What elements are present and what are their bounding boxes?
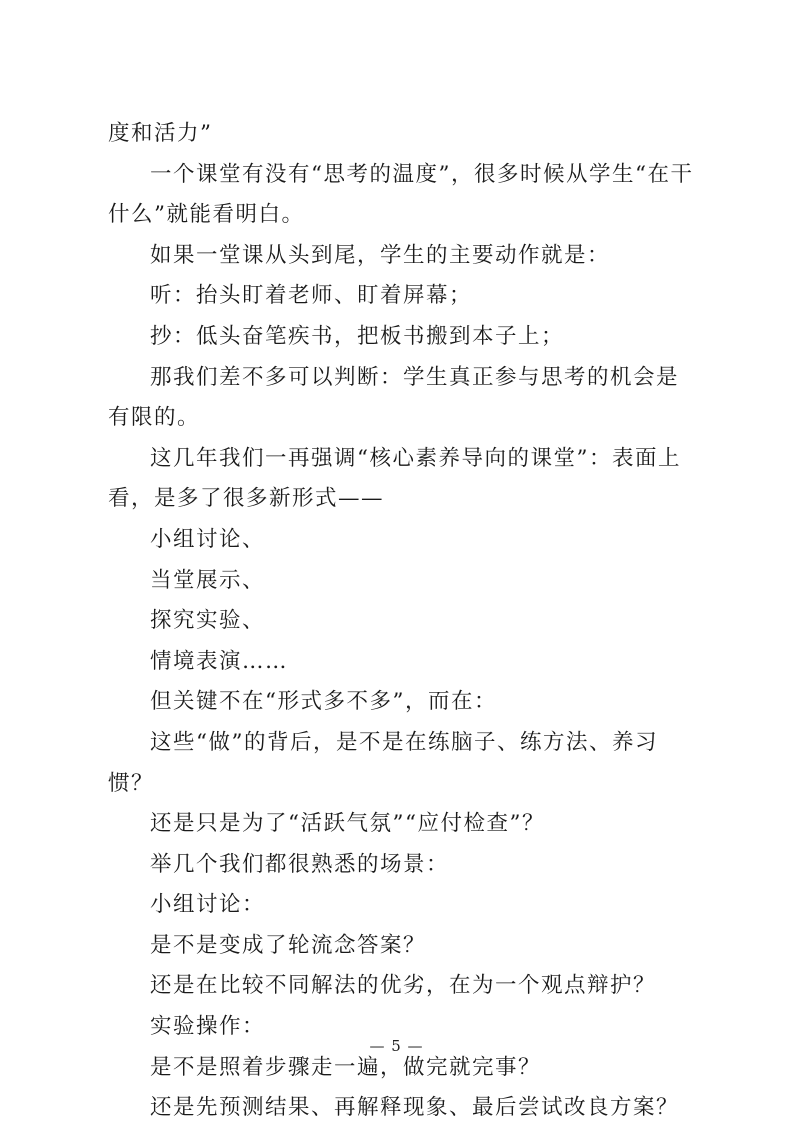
paragraph: 是不是照着步骤走一遍，做完就完事？ [150,1054,542,1080]
paragraph: 小组讨论、 [150,526,266,552]
page-number: — 5 — [369,1037,424,1055]
paragraph: 度和活力” [108,121,213,146]
paragraph: 实验操作： [150,1014,266,1040]
paragraph: 当堂展示、 [150,567,266,593]
paragraph: 听：抬头盯着老师、盯着屏幕； [150,283,473,309]
body-text [108,114,700,1129]
paragraph: 还是只是为了“活跃气氛”“应付检查”？ [150,811,545,837]
paragraph: 探究实验、 [150,608,266,634]
paragraph: 情境表演…… [150,648,289,674]
paragraph: 这几年我们一再强调“核心素养导向的课堂”：表面上看，是多了很多新形式—— [108,445,681,512]
paragraph: 一个课堂有没有“思考的温度”，很多时候从学生“在干什么”就能看明白。 [108,161,694,228]
paragraph: 但关键不在“形式多不多”，而在： [150,689,497,715]
paragraph: 那我们差不多可以判断：学生真正参与思考的机会是有限的。 [108,364,680,431]
paragraph: 还是先预测结果、再解释现象、最后尝试改良方案？ [150,1095,680,1121]
paragraph: 这些“做”的背后，是不是在练脑子、练方法、养习惯？ [108,729,658,796]
paragraph: 是不是变成了轮流念答案？ [150,932,427,958]
paragraph: 还是在比较不同解法的优劣，在为一个观点辩护？ [150,973,657,999]
paragraph: 抄：低头奋笔疾书，把板书搬到本子上； [150,323,565,349]
paragraph: 如果一堂课从头到尾，学生的主要动作就是： [150,242,611,268]
paragraph: 举几个我们都很熟悉的场景： [150,851,450,877]
paragraph: 小组讨论： [150,892,266,918]
